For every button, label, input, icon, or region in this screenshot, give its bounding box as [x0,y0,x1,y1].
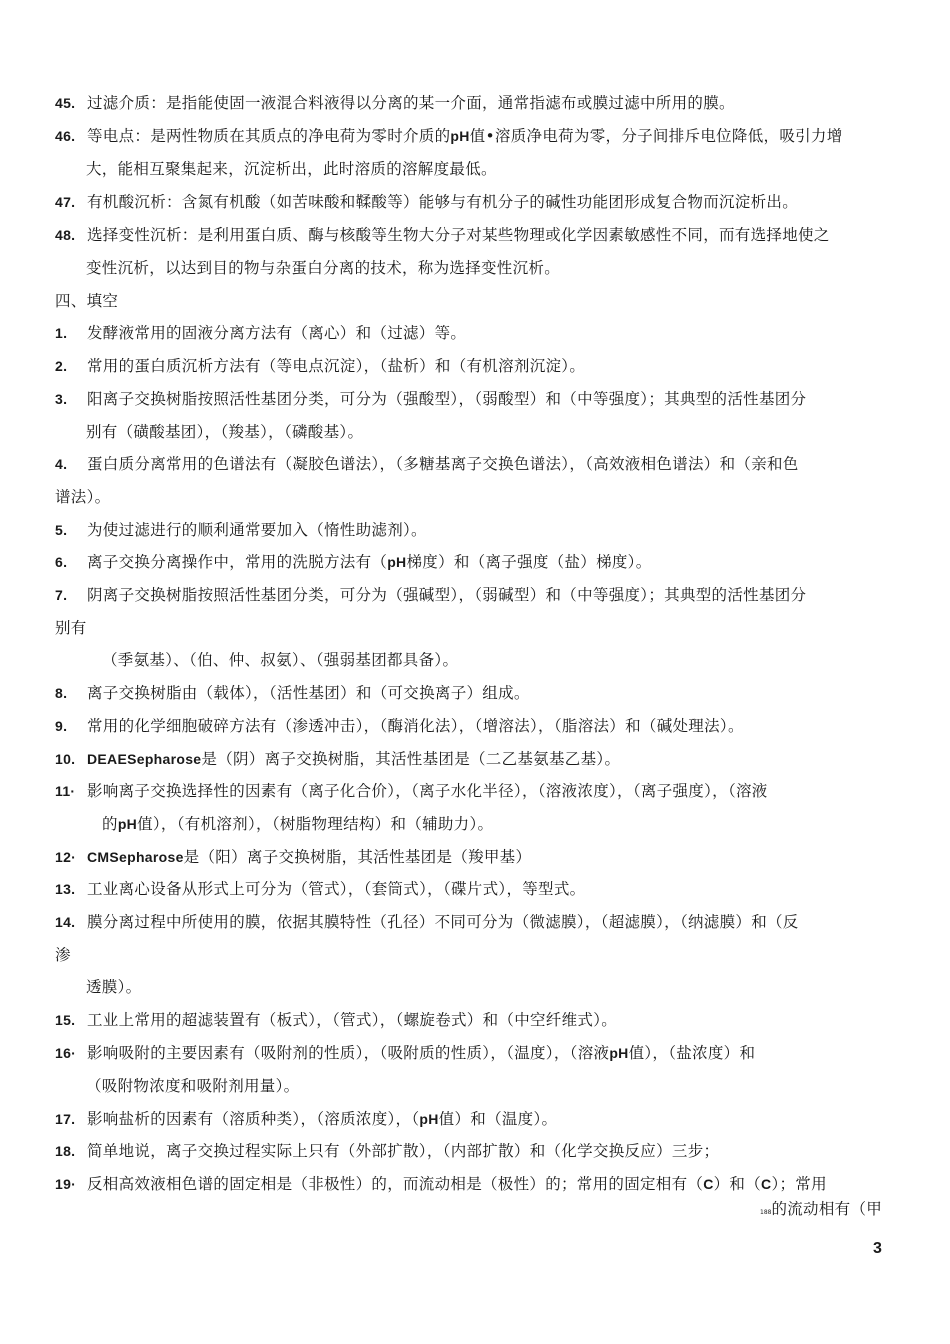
item-48 [55,225,915,245]
item-text: 阴离子交换树脂按照活性基团分类，可分为（强碱型），（弱碱型）和（中等强度）；其典型的活性基团分 [87,586,807,604]
item-number: 7. [55,587,68,603]
item-text: 常用的蛋白质沉析方法有（等电点沉淀），（盐析）和（有机溶剂沉淀）。 [87,357,586,375]
item-text: （吸附物浓度和吸附剂用量）。 [86,1077,300,1095]
item-text: 变性沉析，以达到目的物与杂蛋白分离的技术，称为选择变性沉析。 [86,259,561,277]
item-number: 47. [55,194,76,210]
item-text: 影响离子交换选择性的因素有（离子化合价），（离子水化半径），（溶液浓度），（离子强度），（溶液 [87,782,768,800]
fill-item-2 [55,356,915,376]
item-text: 渗 [55,946,71,964]
item-47 [55,192,915,212]
item-text: 的流动相有（甲 [771,1200,883,1218]
fill-item-14 [55,912,915,932]
fill-item-9 [55,716,915,736]
item-text: 影响吸附的主要因素有（吸附剂的性质），（吸附质的性质），（温度），（溶液 [87,1044,610,1062]
fill-item-14-continued [55,945,915,965]
item-text: 离子交换分离操作中，常用的洗脱方法有（ [87,553,388,571]
item-text: 谱法）。 [55,488,111,506]
item-text: 工业离心设备从形式上可分为（管式），（套筒式），（碟片式），等型式。 [87,880,586,898]
fill-item-15 [55,1010,915,1030]
item-text: 选择变性沉析：是利用蛋白质、酶与核酸等生物大分子对某些物理或化学因素敏感性不同，而有选择地使之 [87,226,830,244]
item-number: 5. [55,522,68,538]
ph-label: pH [387,554,407,570]
page-number: 3 [873,1240,882,1257]
item-number: 17. [55,1111,76,1127]
fill-item-7 [55,585,915,605]
item-number: 6. [55,554,68,570]
item-text: 影响盐析的因素有（溶质种类），（溶质浓度），（ [87,1110,420,1128]
fill-item-14-continued-2 [86,977,916,997]
item-text: 等电点：是两性物质在其质点的净电荷为零时介质的 [87,127,451,145]
item-text: 蛋白质分离常用的色谱法有（凝胶色谱法），（多糖基离子交换色谱法），（高效液相色谱法）和（亲和色 [87,455,799,473]
fill-item-7-continued [55,618,915,638]
fill-item-4 [55,454,915,474]
item-number: 13. [55,881,76,897]
item-number: 1. [55,325,68,341]
item-number: 2. [55,358,68,374]
fill-item-19 [55,1174,915,1194]
item-number: 19· [55,1176,77,1192]
item-text: 别有（磺酸基团），（羧基），（磷酸基）。 [86,423,364,441]
item-text: 值），（盐浓度）和 [628,1044,756,1062]
item-number: 10. [55,751,76,767]
item-text: 的 [102,815,118,833]
c-label: C [703,1176,714,1192]
item-number: 8. [55,685,68,701]
item-48-continued [86,258,916,278]
item-text: 膜分离过程中所使用的膜，依据其膜特性（孔径）不同可分为（微滤膜），（超滤膜），（纳滤膜）和（反 [87,913,799,931]
fill-item-3 [55,389,915,409]
fill-item-17 [55,1109,915,1129]
item-text: 反相高效液相色谱的固定相是（非极性）的，而流动相是（极性）的；常用的固定相有（ [87,1175,704,1193]
item-text: 值•溶质净电荷为零，分子间排斥电位降低，吸引力增 [469,127,843,145]
item-text: 有机酸沉析：含氮有机酸（如苦味酸和鞣酸等）能够与有机分子的碱性功能团形成复合物而沉淀析出。 [87,193,799,211]
item-text: 离子交换树脂由（载体），（活性基团）和（可交换离子）组成。 [87,684,530,702]
item-text: 工业上常用的超滤装置有（板式），（管式），（螺旋卷式）和（中空纤维式）。 [87,1011,618,1029]
item-text: （季氨基）、（伯、仲、叔氨）、（强弱基团都具备）。 [102,651,459,669]
c-label: C [761,1176,772,1192]
item-text: 别有 [55,619,87,637]
fill-item-12 [55,847,915,867]
item-text: 透膜）。 [86,978,142,996]
footnote-mark: 188 [760,1209,772,1216]
resin-name: DEAESepharose [87,751,202,767]
item-text: 简单地说，离子交换过程实际上只有（外部扩散），（内部扩散）和（化学交换反应）三步； [87,1142,720,1160]
item-text: 发酵液常用的固液分离方法有（离心）和（过滤）等。 [87,324,467,342]
item-number: 4. [55,456,68,472]
fill-item-19-continued [760,1199,910,1223]
item-46-continued [86,159,916,179]
item-text: 常用的化学细胞破碎方法有（渗透冲击），（酶消化法），（增溶法），（脂溶法）和（碱处理法）。 [87,717,744,735]
ph-label: pH [450,128,470,144]
fill-item-11-continued [102,814,912,834]
item-number: 15. [55,1012,76,1028]
section-heading [55,291,915,311]
fill-item-18 [55,1141,915,1161]
item-text: 阳离子交换树脂按照活性基团分类，可分为（强酸型），（弱酸型）和（中等强度）；其典型的活性基团分 [87,390,807,408]
fill-item-11 [55,781,915,801]
fill-item-13 [55,879,915,899]
fill-item-4-continued [55,487,915,507]
fill-item-6 [55,552,915,572]
item-text: 值）和（温度）。 [438,1110,558,1128]
item-text: 为使过滤进行的顺利通常要加入（惰性助滤剂）。 [87,521,427,539]
item-number: 45. [55,95,76,111]
item-text: 是（阴）离子交换树脂，其活性基团是（二乙基氨基乙基）。 [201,750,621,768]
fill-item-16-continued [86,1076,916,1096]
resin-name: CMSepharose [87,849,184,865]
section-title: 四、填空 [55,292,119,310]
item-text: 过滤介质：是指能使固一液混合料液得以分离的某一介面，通常指滤布或膜过滤中所用的膜。 [87,94,735,112]
fill-item-16 [55,1043,915,1063]
fill-item-5 [55,520,915,540]
item-text: 值），（有机溶剂），（树脂物理结构）和（辅助力）。 [137,815,494,833]
item-45 [55,93,915,113]
fill-item-7-continued-2 [102,650,912,670]
item-number: 48. [55,227,76,243]
item-number: 46. [55,128,76,144]
item-number: 3. [55,391,68,407]
item-text: ）和（ [713,1175,762,1193]
ph-label: pH [117,816,138,832]
item-number: 18. [55,1143,76,1159]
fill-item-1 [55,323,915,343]
item-number: 16· [55,1045,77,1061]
item-number: 11· [55,783,76,799]
item-46 [55,126,915,146]
item-number: 14. [55,914,76,930]
fill-item-3-continued [86,422,916,442]
item-text: ）；常用 [771,1175,827,1193]
fill-item-8 [55,683,915,703]
fill-item-10 [55,749,915,769]
item-text: 大，能相互聚集起来，沉淀析出，此时溶质的溶解度最低。 [86,160,497,178]
ph-label: pH [609,1045,629,1061]
item-number: 9. [55,718,68,734]
item-text: 梯度）和（离子强度（盐）梯度）。 [406,553,652,571]
ph-label: pH [419,1111,439,1127]
item-text: 是（阳）离子交换树脂，其活性基团是（羧甲基） [183,848,532,866]
item-number: 12· [55,849,77,865]
